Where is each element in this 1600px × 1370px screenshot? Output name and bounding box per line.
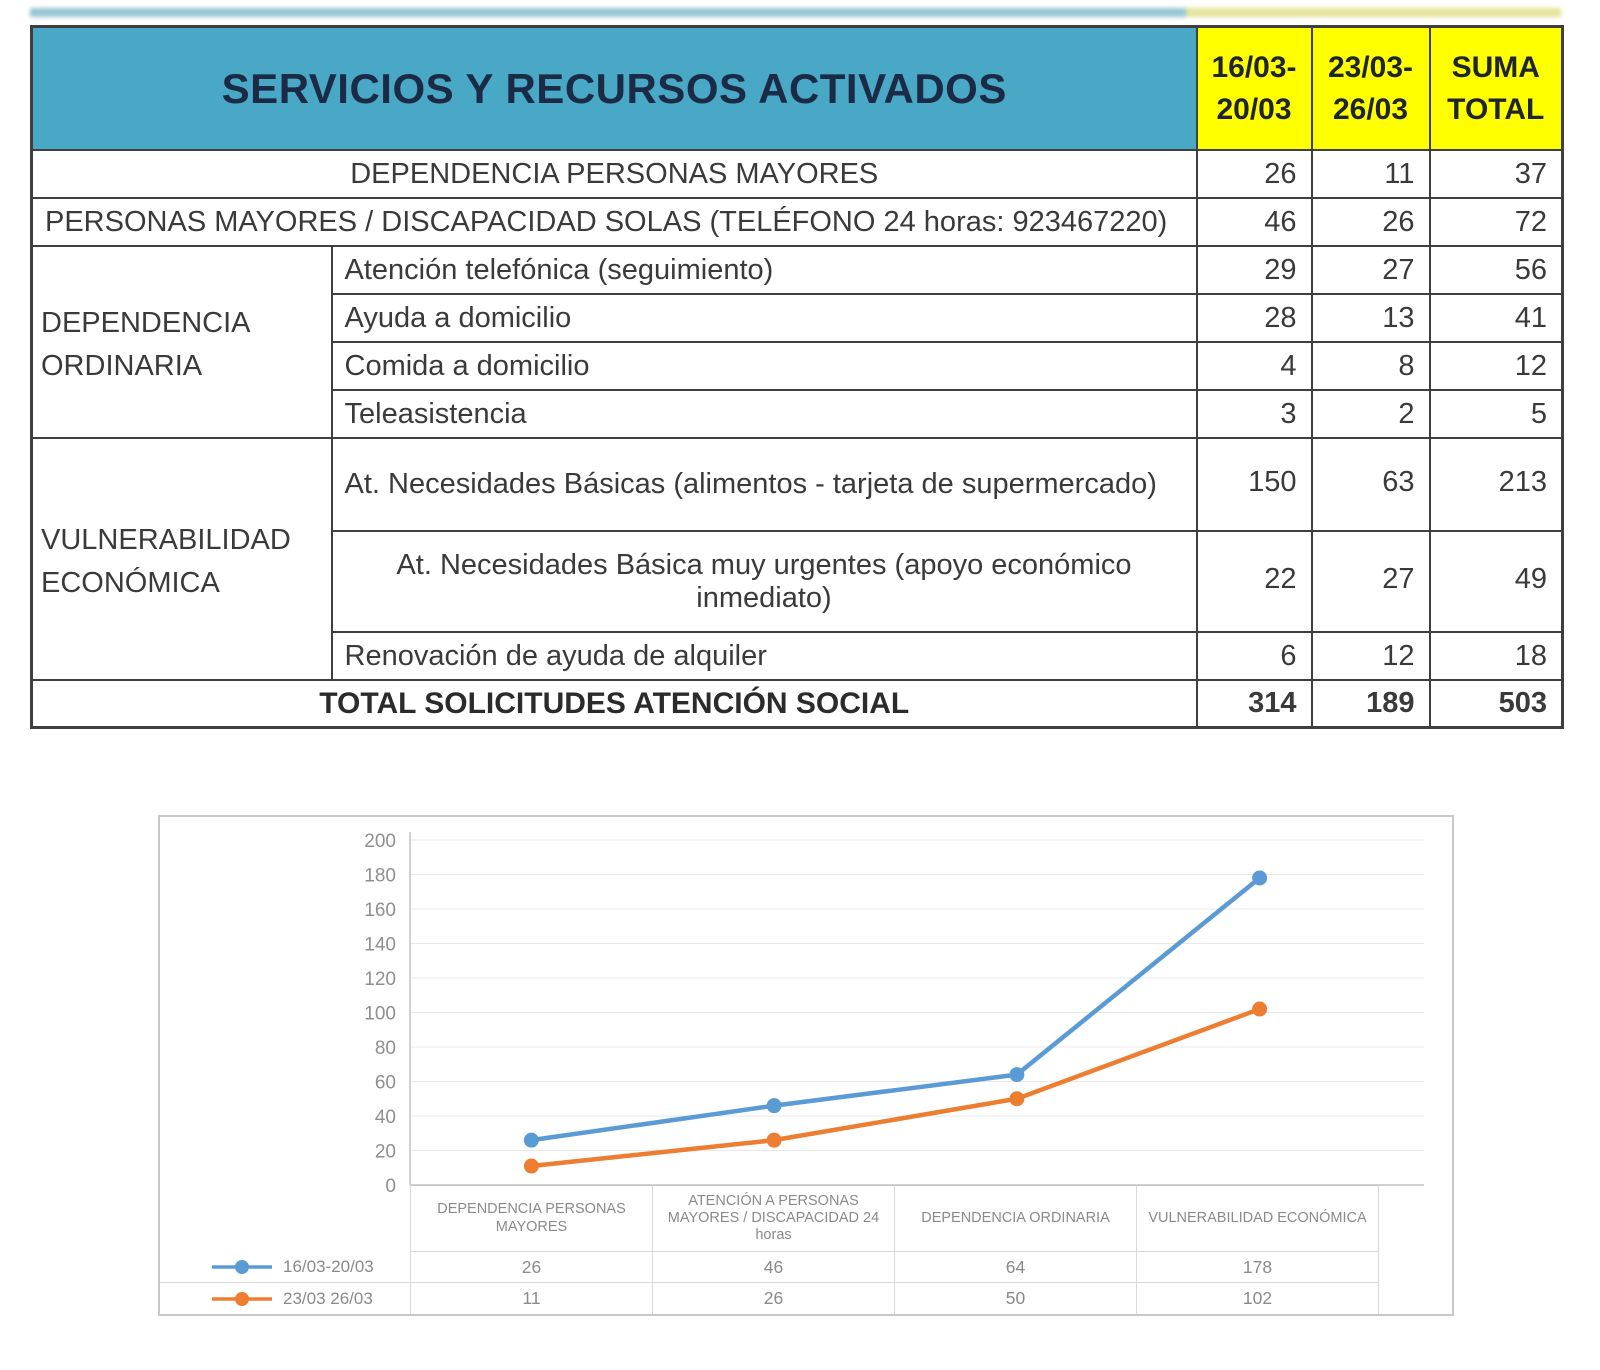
y-axis-tick-label: 200 [364, 831, 396, 852]
row-label: DEPENDENCIA PERSONAS MAYORES [32, 150, 1197, 198]
y-axis-tick-label: 40 [374, 1107, 396, 1128]
col-header-week2-line2: 26/03 [1332, 92, 1409, 126]
row-value: 46 [1197, 198, 1312, 246]
series-line [531, 1009, 1259, 1166]
row-label: At. Necesidades Básicas (alimentos - tarjeta de supermercado) [332, 438, 1197, 531]
table-row [32, 246, 1563, 294]
row-value: 41 [1430, 294, 1563, 342]
total-value: 503 [1430, 680, 1563, 728]
data-point-marker [1252, 1002, 1267, 1017]
y-axis-tick-label: 140 [364, 934, 396, 956]
chart-table-value: 178 [1136, 1252, 1379, 1283]
scan-artifact-strip [30, 8, 1561, 17]
row-value: 29 [1197, 246, 1312, 294]
row-value: 3 [1197, 390, 1312, 438]
row-value: 2 [1312, 390, 1430, 438]
y-axis-tick-label: 120 [364, 969, 396, 990]
col-header-total [1430, 27, 1563, 151]
row-value: 213 [1430, 438, 1563, 531]
row-label: PERSONAS MAYORES / DISCAPACIDAD SOLAS (TELÉFONO 24 horas: 923467220) [32, 198, 1197, 246]
row-value: 12 [1312, 632, 1430, 680]
row-value: 72 [1430, 198, 1563, 246]
chart-category-label: ATENCIÓN A PERSONAS MAYORES / DISCAPACIDAD 24 horas [652, 1185, 894, 1252]
chart-table-value: 46 [652, 1252, 894, 1283]
row-value: 27 [1312, 531, 1430, 632]
row-value: 11 [1312, 150, 1430, 198]
chart-table-value: 102 [1136, 1283, 1379, 1314]
legend-line-marker-icon [210, 1258, 274, 1276]
row-value: 5 [1430, 390, 1563, 438]
y-axis-tick-label: 180 [364, 865, 396, 887]
table-row [32, 198, 1563, 246]
table-total-row [32, 680, 1563, 728]
row-value: 8 [1312, 342, 1430, 390]
chart-table-value: 26 [410, 1252, 652, 1283]
row-label: Comida a domicilio [332, 342, 1197, 390]
row-label: Atención telefónica (seguimiento) [332, 246, 1197, 294]
y-axis-tick-label: 80 [374, 1038, 396, 1059]
row-value: 56 [1430, 246, 1563, 294]
row-value: 6 [1197, 632, 1312, 680]
legend-item-week2 [160, 1283, 410, 1314]
data-point-marker [1009, 1067, 1024, 1082]
row-value: 150 [1197, 438, 1312, 531]
row-value: 28 [1197, 294, 1312, 342]
col-header-total-line1: SUMA [1451, 51, 1540, 85]
y-axis-tick-label: 20 [374, 1141, 396, 1163]
data-point-marker [1252, 870, 1267, 885]
chart-table-value: 50 [894, 1283, 1136, 1314]
row-label: Ayuda a domicilio [332, 294, 1197, 342]
data-point-marker [767, 1133, 782, 1148]
data-point-marker [767, 1098, 782, 1113]
chart-table-value: 11 [410, 1283, 652, 1314]
row-value: 13 [1312, 294, 1430, 342]
legend-line-marker-icon [210, 1290, 274, 1308]
group-label-dependencia-ordinaria: DEPENDENCIA ORDINARIA [32, 246, 332, 438]
chart-category-label: DEPENDENCIA PERSONAS MAYORES [410, 1185, 652, 1252]
legend-label: 16/03-20/03 [283, 1257, 374, 1276]
row-value: 37 [1430, 150, 1563, 198]
row-value: 26 [1197, 150, 1312, 198]
legend-label: 23/03 26/03 [283, 1288, 373, 1308]
col-header-week1-line1: 16/03- [1211, 51, 1297, 85]
table-header-row [32, 27, 1563, 151]
chart-category-label: VULNERABILIDAD ECONÓMICA [1136, 1185, 1379, 1252]
row-value: 4 [1197, 342, 1312, 390]
row-label: Renovación de ayuda de alquiler [332, 632, 1197, 680]
y-axis-tick-label: 100 [364, 1003, 396, 1025]
table-title: SERVICIOS Y RECURSOS ACTIVADOS [32, 27, 1197, 151]
chart-table-corner [160, 1185, 410, 1252]
total-value: 189 [1312, 680, 1430, 728]
row-value: 49 [1430, 531, 1563, 632]
y-axis-tick-label: 60 [374, 1072, 396, 1094]
row-value: 26 [1312, 198, 1430, 246]
col-header-week1-line2: 20/03 [1216, 92, 1292, 126]
total-label: TOTAL SOLICITUDES ATENCIÓN SOCIAL [32, 680, 1197, 728]
row-value: 27 [1312, 246, 1430, 294]
group-label-vulnerabilidad-economica: VULNERABILIDAD ECONÓMICA [32, 438, 332, 680]
row-value: 63 [1312, 438, 1430, 531]
col-header-week2-line1: 23/03- [1327, 51, 1414, 85]
chart-data-table [160, 1185, 1381, 1314]
table-row [32, 150, 1563, 198]
data-point-marker [524, 1133, 539, 1148]
col-header-week2 [1312, 27, 1430, 151]
row-label: At. Necesidades Básica muy urgentes (apoyo económico inmediato) [332, 531, 1197, 632]
row-value: 12 [1430, 342, 1563, 390]
data-point-marker [1009, 1091, 1024, 1106]
legend-item-week1 [160, 1252, 410, 1283]
services-table [30, 25, 1564, 729]
row-label: Teleasistencia [332, 390, 1197, 438]
series-line [531, 878, 1259, 1140]
chart-category-label: DEPENDENCIA ORDINARIA [894, 1185, 1136, 1252]
chart-table-value: 26 [652, 1283, 894, 1314]
table-row [32, 438, 1563, 531]
row-value: 18 [1430, 632, 1563, 680]
col-header-week1 [1197, 27, 1312, 151]
col-header-total-line2: TOTAL [1447, 92, 1545, 126]
requests-line-chart [158, 815, 1454, 1316]
y-axis-tick-label: 0 [385, 1176, 396, 1197]
chart-table-value: 64 [894, 1252, 1136, 1283]
total-value: 314 [1197, 680, 1312, 728]
row-value: 22 [1197, 531, 1312, 632]
y-axis-tick-label: 160 [364, 900, 396, 921]
data-point-marker [524, 1159, 539, 1174]
